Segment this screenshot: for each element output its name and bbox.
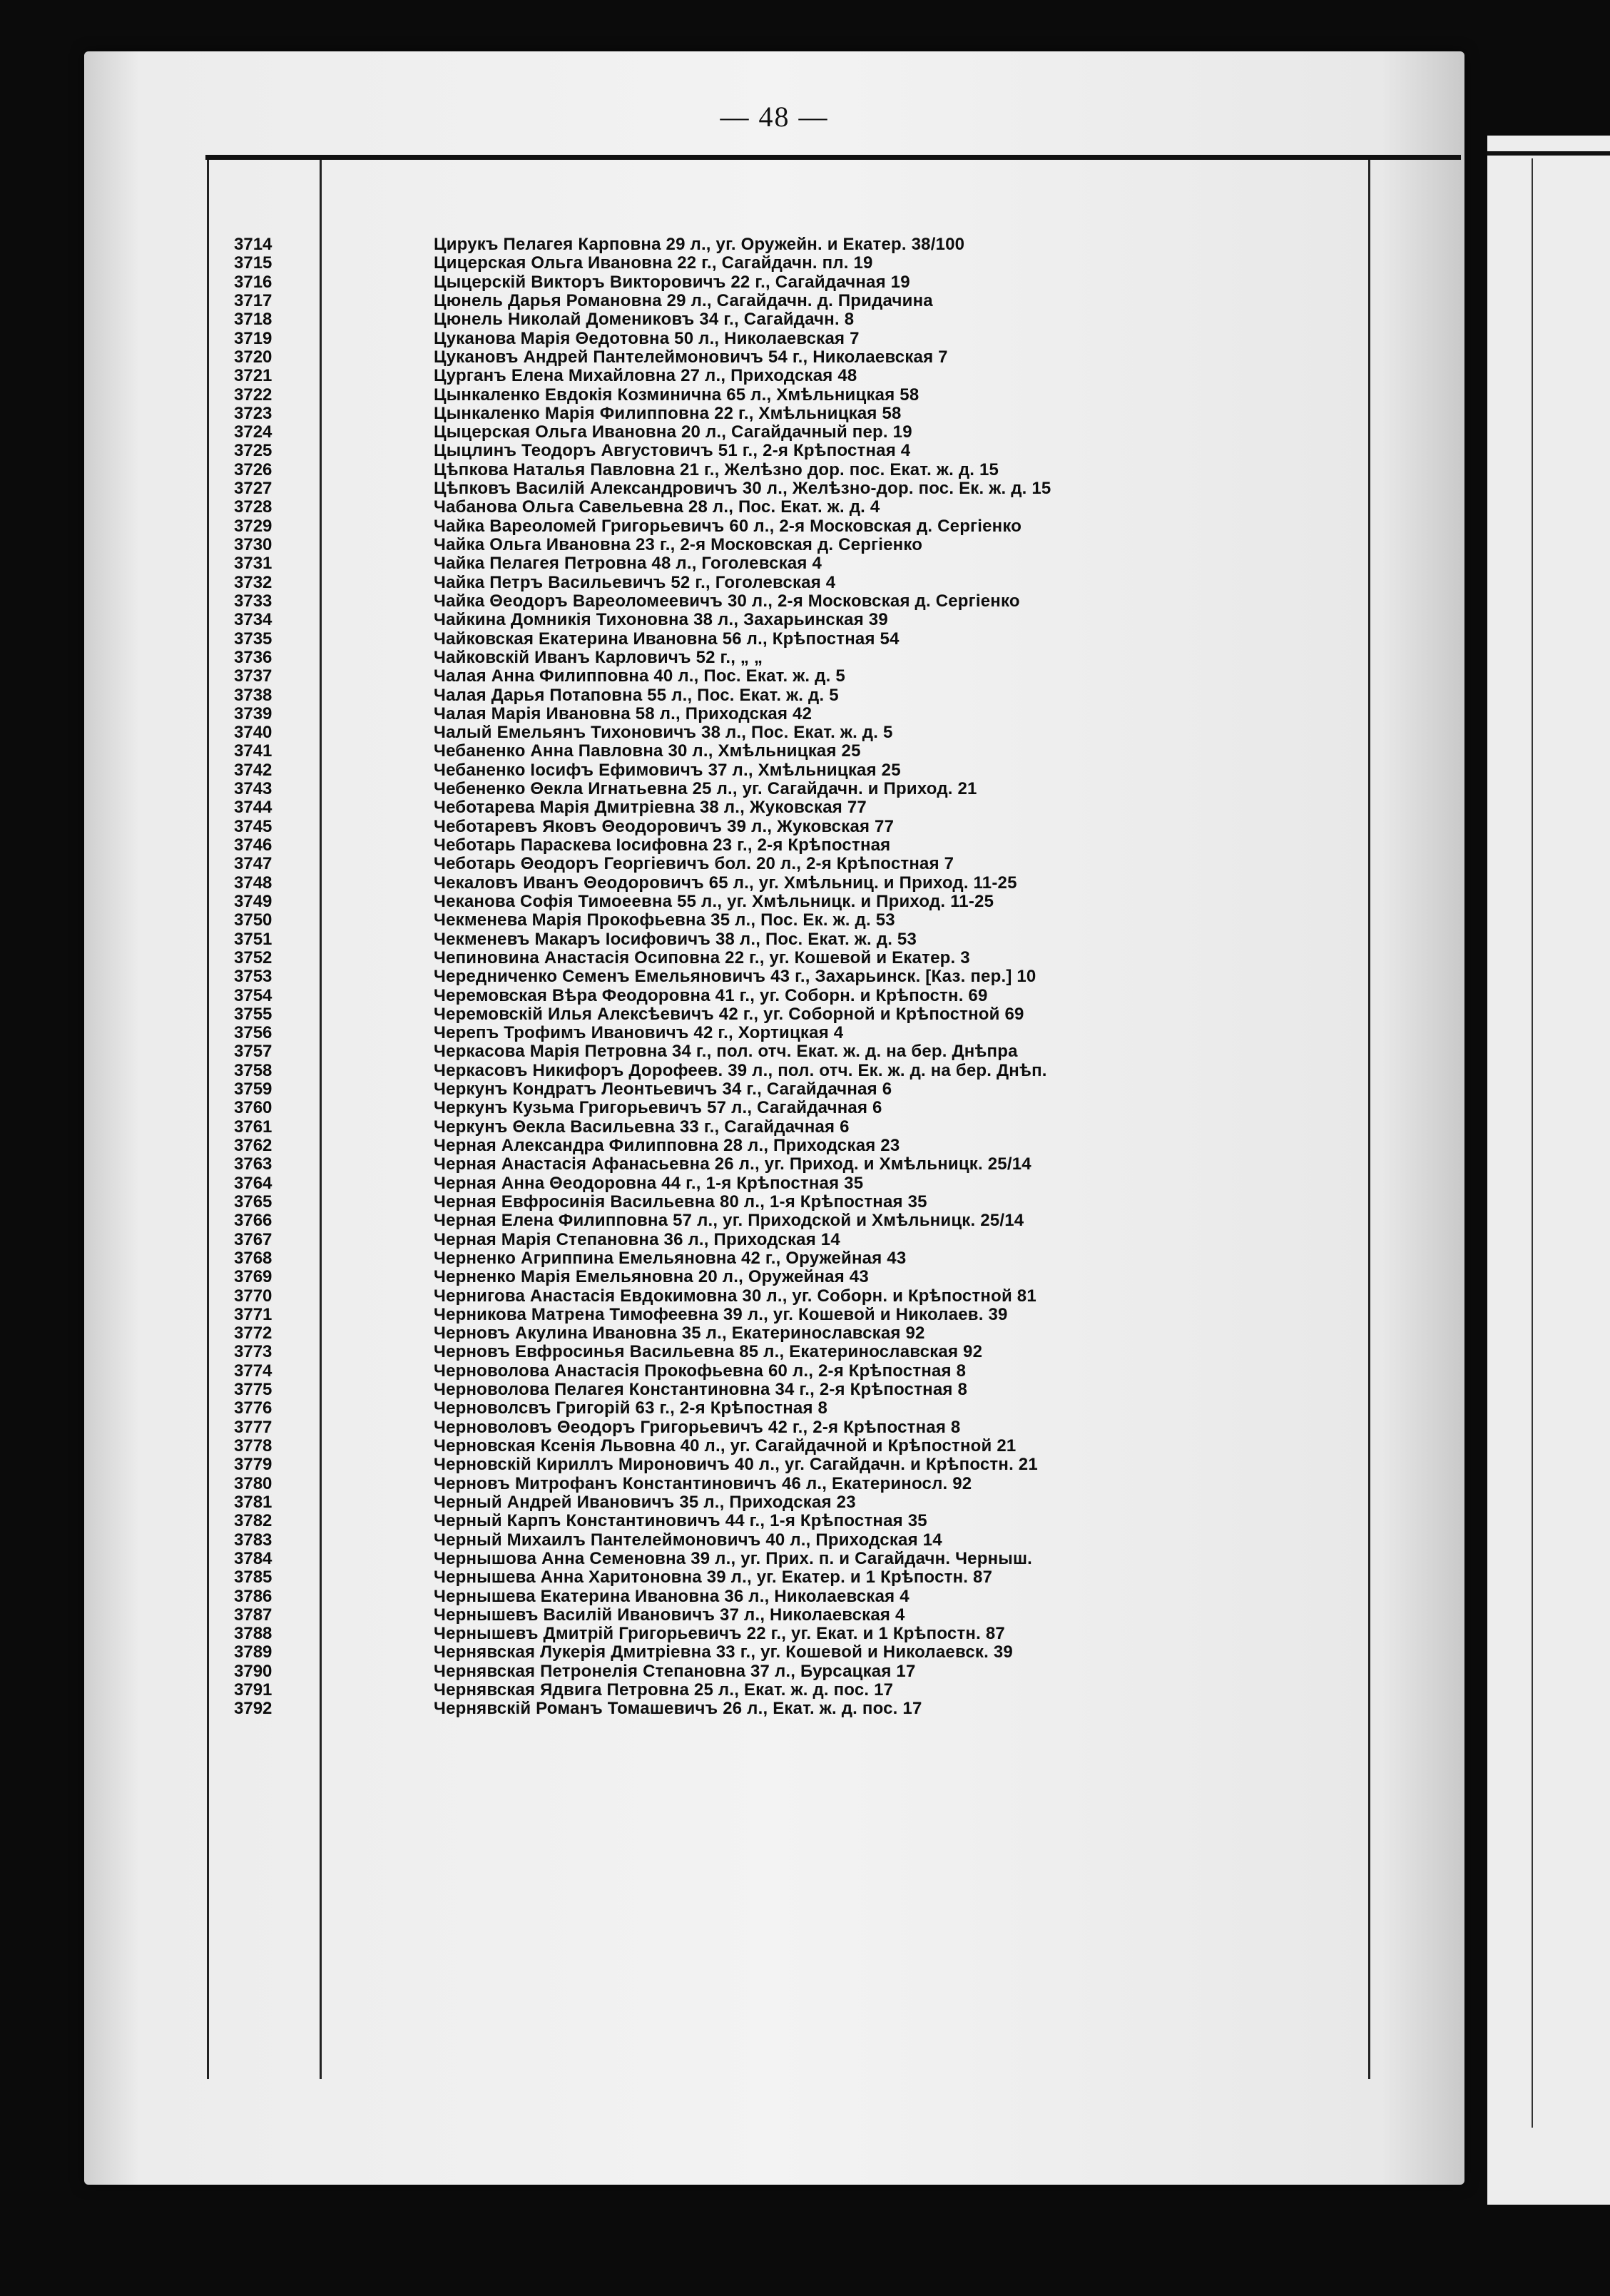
entry-text: Черноволовъ Θеодоръ Григорьевичъ 42 г., 2-я Крѣпостная 8 — [434, 1417, 961, 1437]
entry-text: Черновъ Митрофанъ Константиновичъ 46 л., Екатериносл. 92 — [434, 1473, 972, 1493]
entry-number: 3725 — [234, 441, 272, 461]
entry-text: Чеботарь Параскева Іосифовна 23 г., 2-я Крѣпостная — [434, 835, 891, 855]
right-border-line — [1368, 160, 1370, 2079]
entry-text: Чебаненко Іосифъ Ефимовичъ 37 л., Хмѣльницкая 25 — [434, 760, 901, 780]
entry-row — [234, 949, 1347, 967]
entry-number: 3768 — [234, 1248, 272, 1268]
entry-row — [234, 1550, 1347, 1568]
entry-number: 3730 — [234, 535, 272, 554]
entry-number: 3740 — [234, 723, 272, 743]
entry-number: 3738 — [234, 685, 272, 705]
entry-text: Черемовскій Илья Алексѣевичъ 42 г., уг. Соборной и Крѣпостной 69 — [434, 1004, 1024, 1024]
left-border-line — [207, 160, 209, 2079]
entry-text: Черкунъ Кузьма Григорьевичъ 57 л., Сагайдачная 6 — [434, 1098, 882, 1118]
entry-text: Чебаненко Анна Павловна 30 л., Хмѣльницкая 25 — [434, 741, 861, 761]
entry-row — [234, 1681, 1347, 1700]
entry-text: Чалая Марія Ивановна 58 л., Приходская 42 — [434, 703, 812, 723]
entry-text: Цюнель Николай Домениковъ 34 г., Сагайдачн. 8 — [434, 310, 855, 330]
entry-number: 3752 — [234, 948, 272, 967]
entry-number: 3776 — [234, 1398, 272, 1418]
entry-number: 3749 — [234, 891, 272, 911]
entry-number: 3791 — [234, 1680, 272, 1700]
entry-row — [234, 893, 1347, 911]
entry-text: Черный Андрей Ивановичъ 35 л., Приходская 23 — [434, 1492, 856, 1512]
entry-text: Черемовская Вѣра Феодоровна 41 г., уг. Соборн. и Крѣпостн. 69 — [434, 985, 988, 1005]
entry-row — [234, 1625, 1347, 1643]
entry-number: 3735 — [234, 629, 272, 649]
entry-row — [234, 254, 1347, 273]
entry-number: 3788 — [234, 1624, 272, 1644]
entry-text: Черная Евфросинія Васильевна 80 л., 1-я Крѣпостная 35 — [434, 1192, 927, 1212]
entry-row — [234, 1174, 1347, 1193]
entry-row — [234, 911, 1347, 930]
entry-text: Чернявская Ядвига Петровна 25 л., Екат. ж. д. пос. 17 — [434, 1680, 894, 1700]
entry-row — [234, 1531, 1347, 1550]
entry-number: 3723 — [234, 403, 272, 423]
entry-text: Цынкаленко Евдокія Козминична 65 л., Хмѣльницкая 58 — [434, 385, 919, 405]
entry-text: Чернышева Екатерина Ивановна 36 л., Николаевская 4 — [434, 1586, 910, 1606]
entry-row — [234, 855, 1347, 873]
entry-text: Черновъ Акулина Ивановна 35 л., Екатеринославская 92 — [434, 1324, 925, 1343]
entry-text: Чалая Анна Филипповна 40 л., Пос. Екат. ж. д. 5 — [434, 666, 845, 686]
entry-row — [234, 498, 1347, 517]
entry-text: Черкунъ Θекла Васильевна 33 г., Сагайдачная 6 — [434, 1117, 850, 1137]
entry-row — [234, 592, 1347, 611]
entry-text: Цѣпкова Наталья Павловна 21 г., Желѣзно дор. пос. Екат. ж. д. 15 — [434, 459, 999, 479]
entry-number: 3780 — [234, 1473, 272, 1493]
entry-number: 3778 — [234, 1436, 272, 1456]
entry-text: Черноволова Пелагея Константиновна 34 г., 2-я Крѣпостная 8 — [434, 1380, 968, 1400]
entry-row — [234, 574, 1347, 592]
entry-row — [234, 330, 1347, 348]
entry-row — [234, 686, 1347, 705]
entry-number: 3724 — [234, 422, 272, 442]
entry-row — [234, 1062, 1347, 1080]
entry-number: 3779 — [234, 1455, 272, 1475]
entry-number: 3718 — [234, 310, 272, 330]
entry-text: Чайковская Екатерина Ивановна 56 л., Крѣпостная 54 — [434, 629, 900, 649]
entry-text: Черная Елена Филипповна 57 л., уг. Приходской и Хмѣльницк. 25/14 — [434, 1211, 1024, 1231]
entry-row — [234, 798, 1347, 817]
entry-number: 3721 — [234, 366, 272, 386]
entry-row — [234, 1512, 1347, 1530]
entry-row — [234, 554, 1347, 573]
entry-row — [234, 1118, 1347, 1137]
entry-row — [234, 1193, 1347, 1212]
entry-text: Чайка Петръ Васильевичъ 52 г., Гоголевская 4 — [434, 572, 836, 592]
entry-text: Черкасова Марія Петровна 34 г., пол. отч. Екат. ж. д. на бер. Днѣпра — [434, 1042, 1018, 1062]
entry-text: Чернявская Петронелія Степановна 37 л., Бурсацкая 17 — [434, 1661, 916, 1681]
entry-text: Цуканова Марія Θедотовна 50 л., Николаевская 7 — [434, 328, 860, 348]
entry-row — [234, 405, 1347, 423]
entry-row — [234, 348, 1347, 367]
entry-text: Чеботаревъ Яковъ Θеодоровичъ 39 л., Жуковская 77 — [434, 816, 895, 836]
entry-number: 3760 — [234, 1098, 272, 1118]
entry-text: Чернышева Анна Харитоновна 39 л., уг. Екатер. и 1 Крѣпостн. 87 — [434, 1568, 993, 1588]
entry-number: 3786 — [234, 1586, 272, 1606]
entry-number: 3736 — [234, 647, 272, 667]
entry-text: Черная Александра Филипповна 28 л., Приходская 23 — [434, 1136, 900, 1155]
entry-number: 3747 — [234, 854, 272, 874]
entry-row — [234, 1042, 1347, 1061]
entry-number: 3720 — [234, 347, 272, 367]
entry-number: 3746 — [234, 835, 272, 855]
entry-text: Чеботарева Марія Дмитріевна 38 л., Жуковская 77 — [434, 798, 867, 818]
entry-row — [234, 536, 1347, 554]
entry-text: Черная Анастасія Афанасьевна 26 л., уг. Приход. и Хмѣльницк. 25/14 — [434, 1154, 1031, 1174]
entry-text: Черкунъ Кондратъ Леонтьевичъ 34 г., Сагайдачная 6 — [434, 1080, 892, 1099]
entry-row — [234, 761, 1347, 780]
entry-number: 3772 — [234, 1324, 272, 1343]
entry-text: Цѣпковъ Василій Александровичъ 30 л., Желѣзно-дор. пос. Ек. ж. д. 15 — [434, 479, 1051, 499]
entry-number: 3773 — [234, 1342, 272, 1362]
entry-row — [234, 1456, 1347, 1474]
entry-number: 3742 — [234, 760, 272, 780]
entry-row — [234, 1306, 1347, 1324]
entry-number: 3762 — [234, 1136, 272, 1155]
entry-text: Черновъ Евфросинья Васильевна 85 л., Екатеринославская 92 — [434, 1342, 983, 1362]
entries-table — [234, 235, 1347, 1719]
entry-number: 3729 — [234, 516, 272, 536]
entry-text: Цыцерскій Викторъ Викторовичъ 22 г., Сагайдачная 19 — [434, 272, 910, 292]
entry-row — [234, 367, 1347, 385]
entry-row — [234, 423, 1347, 442]
entry-row — [234, 1700, 1347, 1718]
entry-text: Черновскій Кириллъ Мироновичъ 40 л., уг. Сагайдачн. и Крѣпостн. 21 — [434, 1455, 1038, 1475]
entry-row — [234, 1287, 1347, 1306]
entry-row — [234, 967, 1347, 986]
entry-text: Чалая Дарья Потаповна 55 л., Пос. Екат. ж. д. 5 — [434, 685, 839, 705]
entry-number: 3761 — [234, 1117, 272, 1137]
entry-number: 3785 — [234, 1568, 272, 1588]
entry-number: 3770 — [234, 1286, 272, 1306]
entry-text: Черная Марія Степановна 36 л., Приходская 14 — [434, 1229, 840, 1249]
entry-row — [234, 1343, 1347, 1361]
entry-row — [234, 386, 1347, 405]
entry-number: 3771 — [234, 1304, 272, 1324]
entry-text: Черная Анна Θеодоровна 44 г., 1-я Крѣпостная 35 — [434, 1173, 864, 1193]
entry-row — [234, 836, 1347, 855]
entry-row — [234, 1231, 1347, 1249]
entry-number: 3727 — [234, 479, 272, 499]
entry-text: Цицерская Ольга Ивановна 22 г., Сагайдачн. пл. 19 — [434, 253, 873, 273]
entry-row — [234, 235, 1347, 254]
entry-number: 3777 — [234, 1417, 272, 1437]
entry-text: Чекменевъ Макаръ Іосифовичъ 38 л., Пос. Екат. ж. д. 53 — [434, 929, 917, 949]
entry-text: Чеканова Софія Тимоеевна 55 л., уг. Хмѣльницк. и Приход. 11-25 — [434, 891, 994, 911]
entry-text: Чернышевъ Василій Ивановичъ 37 л., Николаевская 4 — [434, 1605, 905, 1625]
entry-number: 3722 — [234, 385, 272, 405]
entry-row — [234, 461, 1347, 479]
entry-text: Цынкаленко Марія Филипповна 22 г., Хмѣльницкая 58 — [434, 403, 902, 423]
entry-number: 3774 — [234, 1361, 272, 1381]
entry-row — [234, 1212, 1347, 1230]
entry-number: 3782 — [234, 1511, 272, 1531]
entry-text: Чернигова Анастасія Евдокимовна 30 л., уг. Соборн. и Крѣпостной 81 — [434, 1286, 1036, 1306]
entry-row — [234, 1606, 1347, 1625]
adjacent-page-line — [1532, 158, 1533, 2128]
entry-text: Цукановъ Андрей Пантелеймоновичъ 54 г., Николаевская 7 — [434, 347, 948, 367]
entry-text: Цурганъ Елена Михайловна 27 л., Приходская 48 — [434, 366, 857, 386]
entry-number: 3759 — [234, 1080, 272, 1099]
entry-number: 3744 — [234, 798, 272, 818]
entry-row — [234, 1399, 1347, 1418]
entry-number: 3758 — [234, 1060, 272, 1080]
entry-text: Черненко Агриппина Емельяновна 42 г., Оружейная 43 — [434, 1248, 907, 1268]
entry-number: 3789 — [234, 1642, 272, 1662]
entry-row — [234, 1080, 1347, 1099]
entry-number: 3733 — [234, 591, 272, 611]
entry-text: Черноволсвъ Григорій 63 г., 2-я Крѣпостная 8 — [434, 1398, 828, 1418]
entry-text: Цыцерская Ольга Ивановна 20 л., Сагайдачный пер. 19 — [434, 422, 912, 442]
entry-row — [234, 1362, 1347, 1381]
entry-row — [234, 705, 1347, 723]
entry-row — [234, 1493, 1347, 1512]
entry-text: Чернявская Лукерія Дмитріевна 33 г., уг. Кошевой и Николаевск. 39 — [434, 1642, 1013, 1662]
entry-text: Чайка Пелагея Петровна 48 л., Гоголевская 4 — [434, 554, 822, 574]
entry-number: 3717 — [234, 290, 272, 310]
entry-number: 3787 — [234, 1605, 272, 1625]
entry-number: 3716 — [234, 272, 272, 292]
entry-number: 3767 — [234, 1229, 272, 1249]
entry-text: Чайковскій Иванъ Карловичъ 52 г., „ „ — [434, 647, 763, 667]
entry-row — [234, 1662, 1347, 1681]
entry-number: 3790 — [234, 1661, 272, 1681]
entry-row — [234, 1418, 1347, 1437]
entry-text: Черный Карпъ Константиновичъ 44 г., 1-я Крѣпостная 35 — [434, 1511, 927, 1531]
entry-row — [234, 611, 1347, 629]
document-page — [84, 51, 1464, 2185]
entry-text: Цыцлинъ Теодоръ Августовичъ 51 г., 2-я Крѣпостная 4 — [434, 441, 911, 461]
entry-number: 3764 — [234, 1173, 272, 1193]
entry-text: Цирукъ Пелагея Карповна 29 л., уг. Оружейн. и Екатер. 38/100 — [434, 235, 965, 254]
entry-text: Чайкина Домникія Тихоновна 38 л., Захарьинская 39 — [434, 610, 888, 630]
entry-text: Чекаловъ Иванъ Θеодоровичъ 65 л., уг. Хмѣльниц. и Приход. 11-25 — [434, 873, 1017, 893]
entry-text: Чалый Емельянъ Тихоновичъ 38 л., Пос. Екат. ж. д. 5 — [434, 723, 893, 743]
entry-text: Чернявскій Романъ Томашевичъ 26 л., Екат. ж. д. пос. 17 — [434, 1699, 922, 1719]
entry-row — [234, 818, 1347, 836]
entry-row — [234, 442, 1347, 460]
entry-text: Чебененко Θекла Игнатьевна 25 л., уг. Сагайдачн. и Приход. 21 — [434, 779, 977, 799]
entry-row — [234, 667, 1347, 686]
entry-row — [234, 1437, 1347, 1456]
entry-number: 3741 — [234, 741, 272, 761]
entry-text: Чепиновина Анастасія Осиповна 22 г., уг. Кошевой и Екатер. 3 — [434, 948, 970, 967]
entry-text: Черненко Марія Емельяновна 20 л., Оружейная 43 — [434, 1267, 869, 1287]
entry-row — [234, 1005, 1347, 1024]
entry-text: Чабанова Ольга Савельевна 28 л., Пос. Екат. ж. д. 4 — [434, 497, 880, 517]
entry-text: Чайка Вареоломей Григорьевичъ 60 л., 2-я Московская д. Сергіенко — [434, 516, 1022, 536]
entry-number: 3739 — [234, 703, 272, 723]
entry-row — [234, 780, 1347, 798]
adjacent-page-rule — [1487, 151, 1610, 156]
entry-text: Черкасовъ Никифоръ Дорофеев. 39 л., пол. отч. Ек. ж. д. на бер. Днѣп. — [434, 1060, 1047, 1080]
entry-row — [234, 310, 1347, 329]
entry-text: Чайка Θеодоръ Вареоломеевичъ 30 л., 2-я Московская д. Сергіенко — [434, 591, 1020, 611]
entry-number: 3769 — [234, 1267, 272, 1287]
entry-number: 3737 — [234, 666, 272, 686]
entry-number: 3728 — [234, 497, 272, 517]
entry-number: 3750 — [234, 910, 272, 930]
entry-row — [234, 479, 1347, 498]
entry-row — [234, 292, 1347, 310]
entry-row — [234, 1643, 1347, 1662]
entry-number: 3763 — [234, 1154, 272, 1174]
entry-number: 3756 — [234, 1023, 272, 1043]
entry-row — [234, 930, 1347, 949]
header-rule — [205, 155, 1461, 160]
entry-row — [234, 723, 1347, 742]
entry-number: 3766 — [234, 1211, 272, 1231]
entry-number: 3784 — [234, 1548, 272, 1568]
entry-number: 3726 — [234, 459, 272, 479]
entry-row — [234, 1475, 1347, 1493]
entry-text: Черноволова Анастасія Прокофьевна 60 л., 2-я Крѣпостная 8 — [434, 1361, 967, 1381]
entry-row — [234, 517, 1347, 536]
entry-row — [234, 742, 1347, 761]
entry-row — [234, 1099, 1347, 1117]
entry-text: Цюнель Дарья Романовна 29 л., Сагайдачн. д. Придачина — [434, 290, 933, 310]
entry-number: 3715 — [234, 253, 272, 273]
entry-row — [234, 1324, 1347, 1343]
entry-number: 3743 — [234, 779, 272, 799]
entry-number: 3753 — [234, 967, 272, 987]
entry-row — [234, 649, 1347, 667]
entry-text: Чеботарь Θеодоръ Георгіевичъ бол. 20 л., 2-я Крѣпостная 7 — [434, 854, 954, 874]
entry-number: 3775 — [234, 1380, 272, 1400]
entry-number: 3754 — [234, 985, 272, 1005]
entry-text: Чернышова Анна Семеновна 39 л., уг. Прих. п. и Сагайдачн. Черныш. — [434, 1548, 1033, 1568]
entry-text: Черный Михаилъ Пантелеймоновичъ 40 л., Приходская 14 — [434, 1530, 942, 1550]
entry-row — [234, 987, 1347, 1005]
adjacent-page-fragment — [1487, 136, 1610, 2205]
entry-number: 3745 — [234, 816, 272, 836]
entry-row — [234, 273, 1347, 292]
entry-text: Чернышевъ Дмитрій Григорьевичъ 22 г., уг. Екат. и 1 Крѣпостн. 87 — [434, 1624, 1005, 1644]
entry-row — [234, 1249, 1347, 1268]
entry-text: Чередниченко Семенъ Емельяновичъ 43 г., Захарьинск. [Каз. пер.] 10 — [434, 967, 1036, 987]
entry-number: 3732 — [234, 572, 272, 592]
entry-row — [234, 1024, 1347, 1042]
entry-text: Черепъ Трофимъ Ивановичъ 42 г., Хортицкая 4 — [434, 1023, 844, 1043]
entry-number: 3751 — [234, 929, 272, 949]
entry-number: 3719 — [234, 328, 272, 348]
entry-row — [234, 1137, 1347, 1155]
entry-text: Черновская Ксенія Львовна 40 л., уг. Сагайдачной и Крѣпостной 21 — [434, 1436, 1017, 1456]
entry-number: 3757 — [234, 1042, 272, 1062]
entry-text: Чайка Ольга Ивановна 23 г., 2-я Московская д. Сергіенко — [434, 535, 923, 554]
entry-number: 3731 — [234, 554, 272, 574]
entry-row — [234, 874, 1347, 893]
entry-row — [234, 1588, 1347, 1606]
page-number: — 48 — — [720, 101, 829, 133]
entry-row — [234, 630, 1347, 649]
entry-number: 3734 — [234, 610, 272, 630]
entry-number: 3765 — [234, 1192, 272, 1212]
entry-number: 3714 — [234, 235, 272, 254]
entry-text: Черникова Матрена Тимофеевна 39 л., уг. Кошевой и Николаев. 39 — [434, 1304, 1008, 1324]
entry-text: Чекменева Марія Прокофьевна 35 л., Пос. Ек. ж. д. 53 — [434, 910, 895, 930]
entry-row — [234, 1155, 1347, 1174]
entry-number: 3781 — [234, 1492, 272, 1512]
entry-number: 3792 — [234, 1699, 272, 1719]
entry-number: 3755 — [234, 1004, 272, 1024]
entry-row — [234, 1268, 1347, 1286]
entry-number: 3783 — [234, 1530, 272, 1550]
entry-row — [234, 1568, 1347, 1587]
entry-row — [234, 1381, 1347, 1399]
entry-number: 3748 — [234, 873, 272, 893]
